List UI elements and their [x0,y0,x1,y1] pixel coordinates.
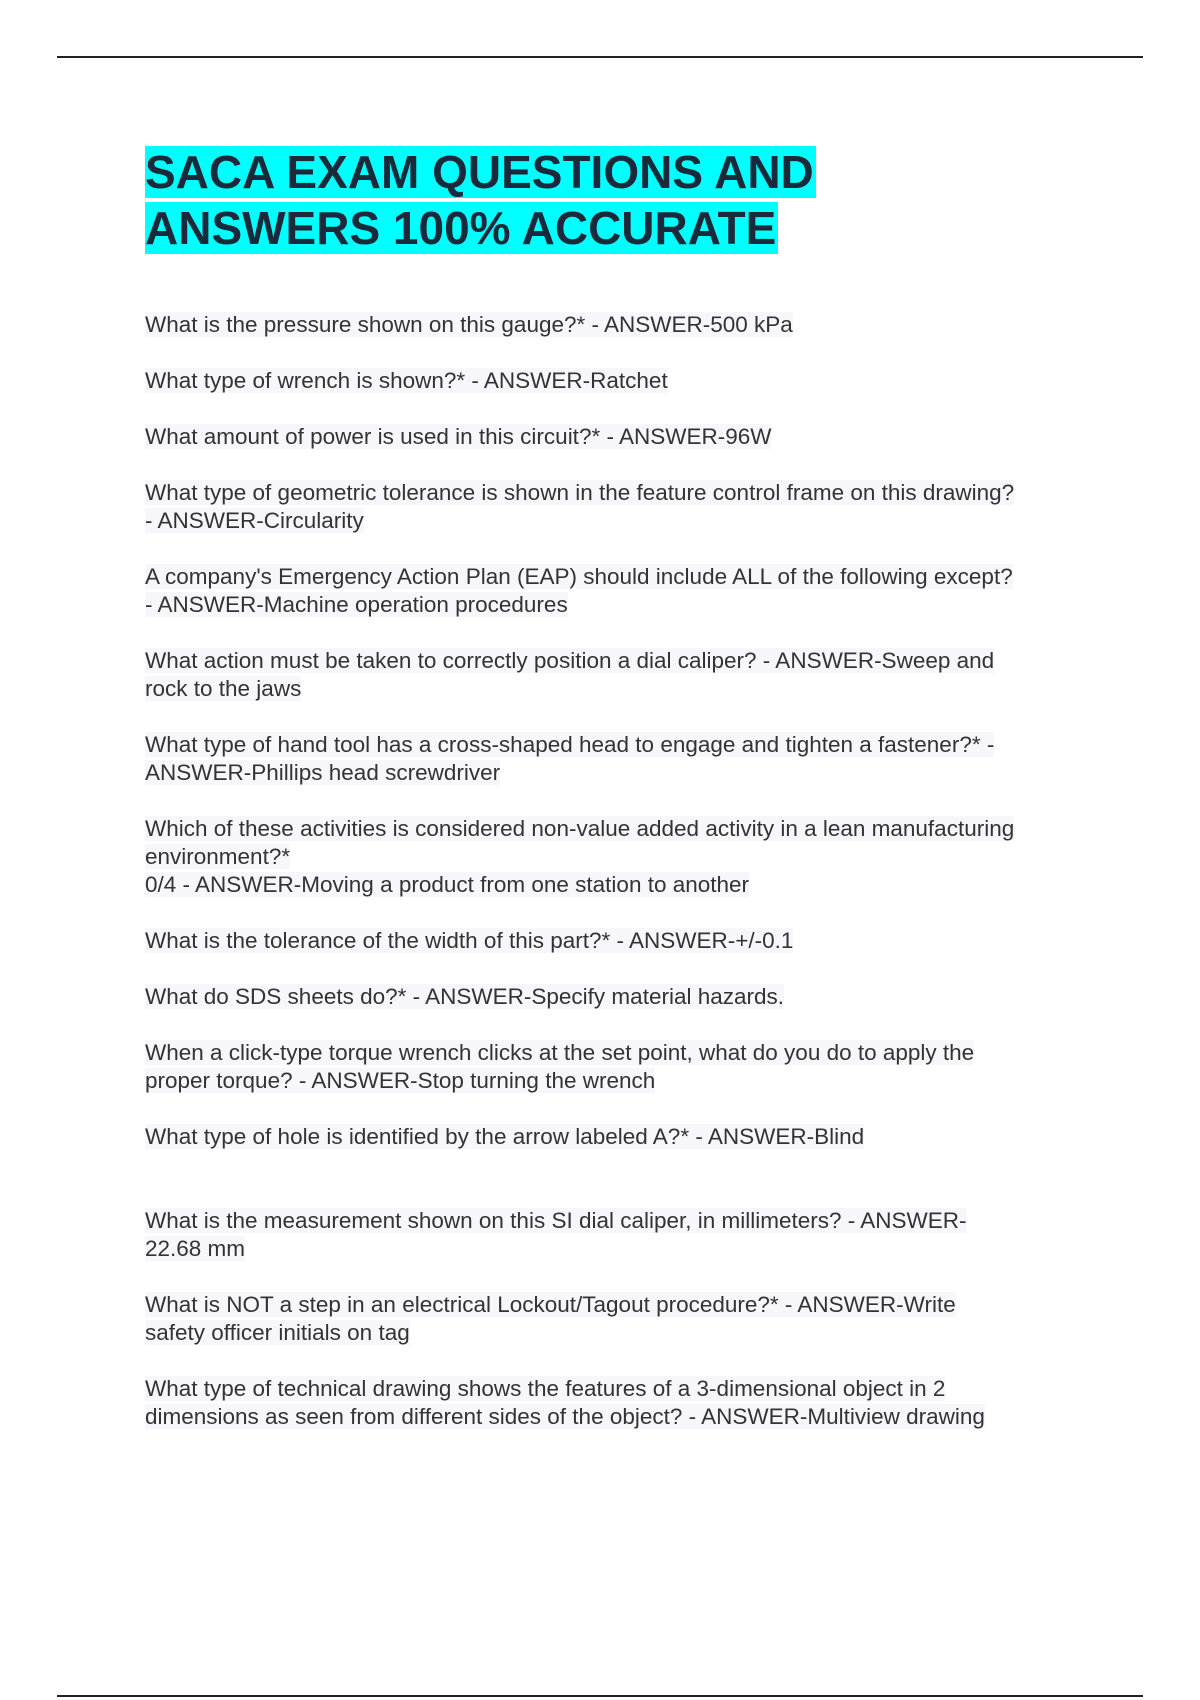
qa-item: What type of geometric tolerance is shown in the feature control frame on this drawing? - ANSWER-Circularity [145,480,1015,533]
qa-list [145,311,1090,1459]
bottom-divider [57,1695,1143,1697]
qa-item: What amount of power is used in this circuit?* - ANSWER-96W [145,424,772,449]
qa-item: What is the measurement shown on this SI dial caliper, in millimeters? - ANSWER- 22.68 mm [145,1208,967,1261]
title-line-1-text: SACA EXAM QUESTIONS AND [145,146,814,198]
qa-item: What action must be taken to correctly position a dial caliper? - ANSWER-Sweep and rock to the jaws [145,648,995,701]
title-line-2 [145,200,1105,256]
top-divider [57,56,1143,58]
qa-item: What type of hole is identified by the arrow labeled A?* - ANSWER-Blind [145,1124,865,1149]
qa-item: What is the pressure shown on this gauge?* - ANSWER-500 kPa [145,312,793,337]
qa-item: When a click-type torque wrench clicks at the set point, what do you do to apply the proper torque? - ANSWER-Stop turning the wrench [145,1040,975,1093]
qa-item: What is NOT a step in an electrical Lockout/Tagout procedure?* - ANSWER-Write safety officer initials on tag [145,1292,956,1345]
qa-item: Which of these activities is considered non-value added activity in a lean manufacturing environment?* 0/4 - ANSWER-Moving a product from one station to another [145,816,1015,897]
qa-item: What type of hand tool has a cross-shaped head to engage and tighten a fastener?* - ANSWER-Phillips head screwdriver [145,732,995,785]
qa-item: What type of wrench is shown?* - ANSWER-Ratchet [145,368,668,393]
title-line-1 [145,144,1105,200]
qa-item: What do SDS sheets do?* - ANSWER-Specify material hazards. [145,984,785,1009]
qa-item: A company's Emergency Action Plan (EAP) should include ALL of the following except? - ANSWER-Machine operation procedures [145,564,1013,617]
title-line-2-text: ANSWERS 100% ACCURATE [145,202,777,254]
document-title [145,144,1105,256]
qa-item: What is the tolerance of the width of this part?* - ANSWER-+/-0.1 [145,928,794,953]
qa-item: What type of technical drawing shows the features of a 3-dimensional object in 2 dimensions as seen from different sides of the object? - ANSWER-Multiview drawing [145,1376,985,1429]
